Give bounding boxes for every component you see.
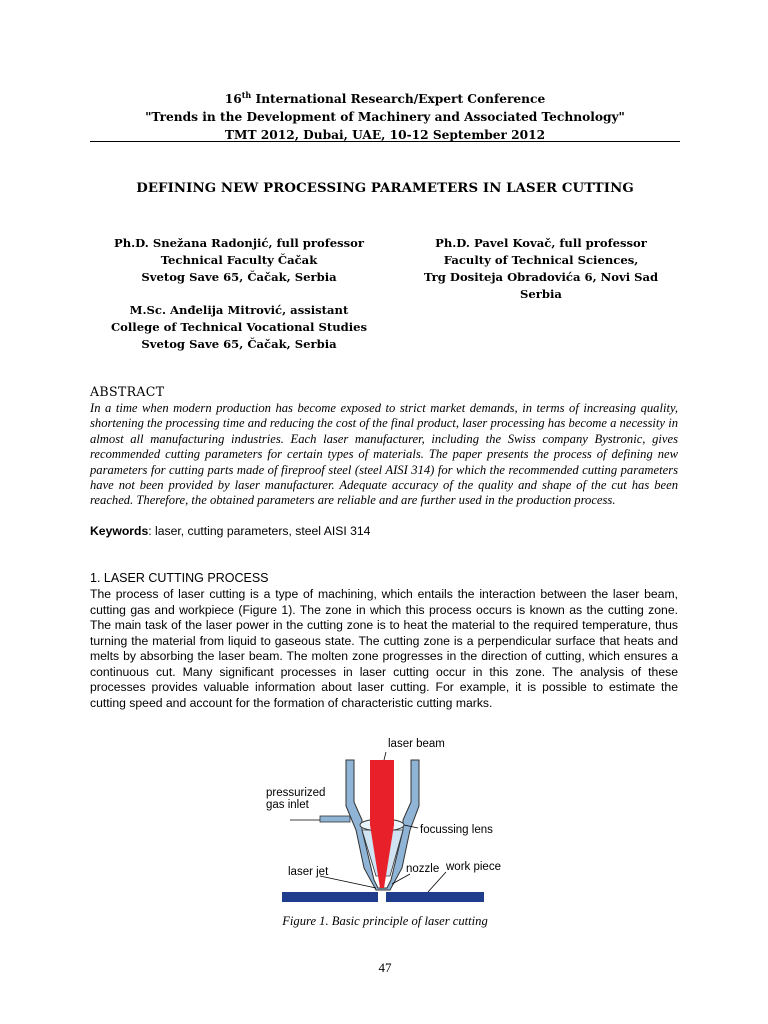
author-name: Ph.D. Pavel Kovač, full professor: [435, 236, 647, 250]
author-block-left-2: [86, 302, 392, 353]
keywords: [90, 524, 370, 538]
leader-laser-jet: [320, 876, 376, 888]
laser-cutting-figure: [250, 730, 520, 908]
author-affiliation: Faculty of Technical Sciences,: [443, 253, 639, 267]
author-country: Serbia: [520, 287, 562, 301]
page-number: 47: [378, 960, 392, 975]
author-block-right: [396, 235, 686, 303]
author-name: Ph.D. Snežana Radonjić, full professor: [113, 236, 365, 250]
label-gas-inlet-1: pressurized: [266, 787, 326, 799]
keywords-list: : laser, cutting parameters, steel AISI 314: [148, 524, 371, 538]
label-laser-jet: laser jet: [288, 866, 329, 878]
work-piece-right: [386, 892, 484, 902]
keywords-label: Keywords: [90, 524, 149, 538]
paper-title: DEFINING NEW PROCESSING PARAMETERS IN LASER CUTTING: [136, 181, 634, 196]
gas-inlet-tube: [320, 816, 350, 822]
section-heading: 1. LASER CUTTING PROCESS: [90, 571, 269, 585]
author-name: M.Sc. Anđelija Mitrović, assistant: [129, 303, 349, 317]
conference-line-1: 16th International Research/Expert Conference: [224, 90, 546, 107]
label-laser-beam: laser beam: [388, 738, 445, 750]
work-piece-left: [282, 892, 378, 902]
leader-laser-beam: [384, 752, 386, 760]
leader-work-piece: [428, 872, 446, 892]
abstract-heading: ABSTRACT: [90, 384, 165, 399]
author-address: Trg Dositeja Obradovića 6, Novi Sad: [423, 270, 659, 284]
author-address: Svetog Save 65, Čačak, Serbia: [141, 270, 337, 284]
author-block-left: [86, 235, 392, 286]
label-nozzle: nozzle: [406, 863, 440, 875]
abstract-text: In a time when modern production has become exposed to strict market demands, in terms of increasing quality, shortening the processing time and reducing the cost of the final product, laser processing has become a necessity in almost all manufacturing industries. Each laser manufacturer, including the Swiss company Bystronic, gives recommended cutting parameters for certain types of materials. The paper presents the process of defining new parameters for cutting parts made of fireproof steel (steel AISI 314) for which the recommended cutting parameters have not been provided by laser manufacturer. Adequate accuracy of the quality and shape of the cut has been reached. Therefore, the obtained parameters are reliable and are further used in the production process.: [90, 401, 678, 508]
author-affiliation: College of Technical Vocational Studies: [110, 320, 368, 334]
label-gas-inlet-2: gas inlet: [266, 799, 309, 811]
author-affiliation: Technical Faculty Čačak: [160, 253, 318, 267]
figure-caption: Figure 1. Basic principle of laser cutting: [282, 914, 488, 928]
section-text: The process of laser cutting is a type of machining, which entails the interaction between the laser beam, cutting gas and workpiece (Figure 1). The zone in which this process occurs is known as the cutting zone. The main task of the laser power in the cutting zone is to heat the material to the required temperature, thus turning the material from liquid to gaseous state. The cutting zone is a perpendicular surface that heats and melts by absorbing the laser beam. The molten zone progresses in the direction of cutting, which ensures a continuous cut. Many significant processes in laser cutting occur in this zone. The analysis of these processes provides valuable information about laser cutting. For example, it is possible to estimate the cutting speed and account for the formation of characteristic cutting marks.: [90, 587, 678, 710]
label-work-piece: work piece: [446, 861, 501, 873]
author-address: Svetog Save 65, Čačak, Serbia: [141, 337, 337, 351]
conference-header: [90, 86, 680, 144]
header-rule: [90, 141, 680, 142]
conference-line-3: TMT 2012, Dubai, UAE, 10-12 September 2012: [224, 128, 546, 143]
label-focussing-lens: focussing lens: [420, 824, 493, 836]
conference-line-2: "Trends in the Development of Machinery and Associated Technology": [145, 110, 625, 125]
